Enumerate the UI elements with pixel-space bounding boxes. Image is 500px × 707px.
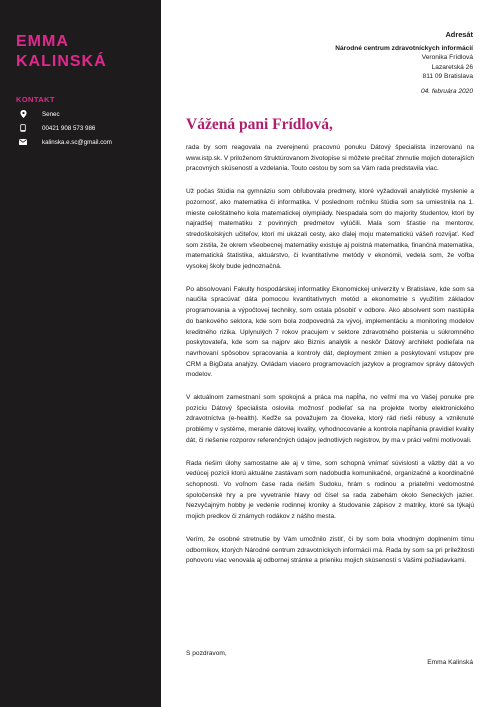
email-icon [18, 138, 28, 146]
greeting: Vážená pani Frídlová, [186, 116, 333, 133]
recipient-label: Adresát [445, 30, 473, 39]
letter-date: 04. februára 2020 [420, 87, 473, 95]
recipient-person: Veronika Frídlová [421, 54, 473, 62]
first-name: EMMA [16, 33, 69, 50]
contact-location [18, 110, 158, 118]
applicant-name [16, 32, 107, 72]
recipient-city: 811 09 Bratislava [422, 73, 473, 81]
letter-body [186, 143, 474, 579]
recipient-organization: Národné centrum zdravotníckych informácií [335, 44, 473, 52]
phone-icon [18, 124, 28, 132]
recipient-block [335, 30, 473, 97]
sidebar [0, 0, 161, 707]
contact-section-title: KONTAKT [16, 95, 55, 104]
recipient-street: Lazaretská 26 [431, 63, 473, 71]
letter-paragraph: rada by som reagovala na zverejnenú pracovnú ponuku Dátový špecialista inzerovanú na www.istp.sk. V priloženom štruktúrovanom životopise si môžete prečítať zhrnutie mojich doterajších pracovných skúseností a vzdelania. Touto cestou by som sa Vám rada predstavila viac. [186, 144, 474, 173]
letter-paragraph: Po absolvovaní Fakulty hospodárskej informatiky Ekonomickej univerzity v Bratislave, kde som sa naučila spracúvať dáta pomocou kvantitatívnych metód a ekonometrie s využitím základov programovania a výpočtovej techniky, som ostala pôsobiť v odbore. Ako absolvent som nastúpila do bankového sektora, kde som bola zodpovedná za vývoj, implementáciu a monitoring modelov kreditného rizika. Uplynulých 7 rokov pracujem v sektore zdravotného poistenia u súkromného poskytovateľa, kde som sa najprv ako Biznis analytik a neskôr Dátový architekt podieľala na navrhovaní spôsobov spracovania a kontroly dát, deployment zmien a poskytovaní vstupov pre CRM a BigData analýzy. Ovládam viacero programovacích jazykov a programov správy dátových modelov. [186, 285, 474, 379]
letter-paragraph: Už počas štúdia na gymnáziu som obľubovala predmety, ktoré vyžadovali analytické myslenie a pozornosť, ako matematika či informatika. V poslednom ročníku štúdia som sa umiestnila na 1. mieste celoštátneho kola matematickej olympiády. Nespadala som do majority študentov, ktorí by najradšej matematiku z povinných predmetov vylúčili. Mala som šťastie na mentorov, stredoškolských učiteľov, ktorí mi ukázali cesty, ako ďalej moju matematickú vášeň rozvíjať. Keď som zistila, že okrem všeobecnej matematiky existuje aj poistná matematika, finančná matematika, matematická štatistika, aktuárstvo, či kvantitatívne metódy v ekonómii, vedela som, že voľba vysokej školy bude jednoznačná. [186, 188, 474, 271]
letter-paragraph: V aktuálnom zamestnaní som spokojná a práca ma napĺňa, no veľmi ma vo Vašej ponuke pre pozíciu Dátový špecialista oslovila možnosť podieľať sa na projekte tvorby elektronického zdravotníctva (e-health). Keďže sa považujem za človeka, ktorý rád rieši rébusy a vzniknuté problémy v systéme, meranie dátovej kvality, vyhodnocovanie a kontrola napĺňania pravidiel kvality dát, či riešenie rozporov referenčných údajov jednotlivých registrov, by ma v práci veľmi motivovali. [186, 394, 474, 444]
signature: Emma Kalinská [427, 659, 473, 666]
contact-location-value: Senec [42, 110, 60, 118]
closing: S pozdravom, [186, 650, 227, 657]
location-pin-icon [18, 110, 28, 118]
last-name: KALINSKÁ [16, 53, 107, 70]
contact-email[interactable] [18, 138, 158, 146]
letter-paragraph: Verím, že osobné stretnutie by Vám umožnilo zistiť, či by som bola vhodným doplnením tímu odborníkov, ktorých Národné centrum zdravotníckych informácií má. Rada by som sa pri príležitosti pohovoru viac venovala aj odbornej stránke a prieniku mojich skúseností s Vašimi požiadavkami. [186, 535, 474, 565]
contact-email-value[interactable]: kalinska.e.sc@gmail.com [42, 138, 112, 146]
letter-paragraph: Rada riešim úlohy samostatne ale aj v tíme, som schopná vnímať súvislosti a väzby dát a vo vedúcej pozícii ktorú aktuálne zastávam som nadobudla komunikačné, organizačné a koordinačné schopnosti. Vo voľnom čase rada riešim Sudoku, hrám s rodinou a priateľmi vedomostné spoločenské hry a pre vyvetranie hlavy od čísel sa rada zabehám okolo Seneckých jazier. Nezvyčajným hobby je vedenie rodinnej kroniky a študovanie zápisov z matriky, ktoré sa týkajú mojich predkov či známych rodákov z nášho mesta. [186, 459, 474, 521]
contact-phone-value: 00421 908 573 986 [42, 124, 96, 132]
contact-phone [18, 124, 158, 132]
